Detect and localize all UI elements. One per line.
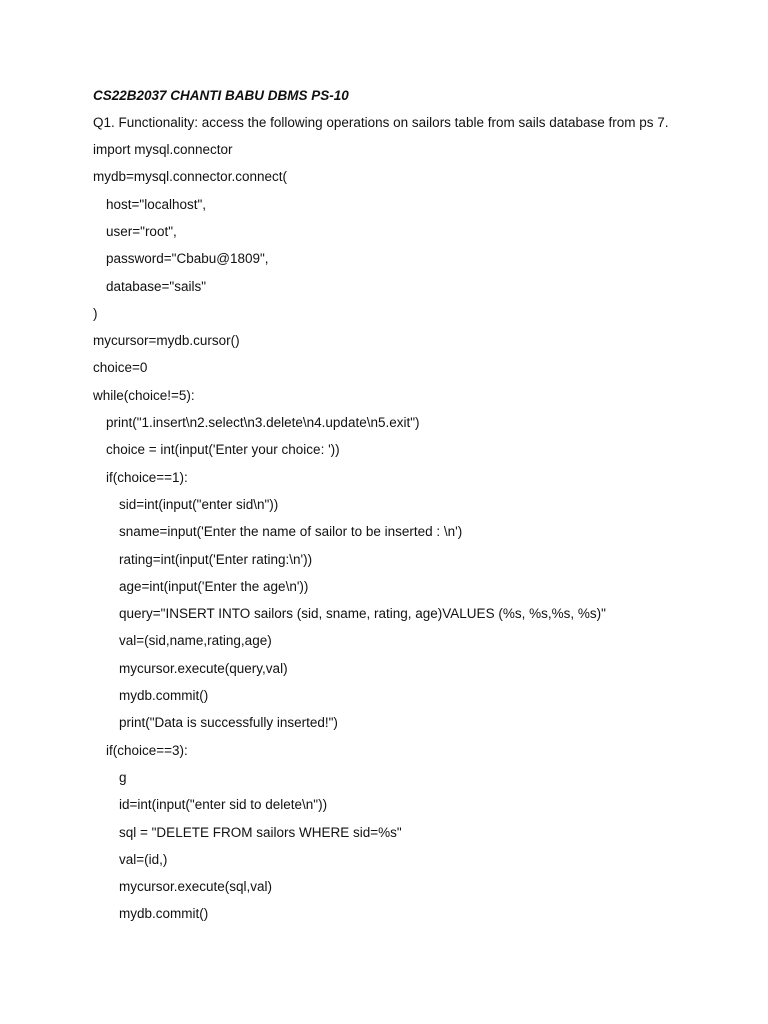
code-line: import mysql.connector	[93, 142, 233, 157]
code-line: sql = "DELETE FROM sailors WHERE sid=%s"	[119, 824, 402, 840]
code-line: print("Data is successfully inserted!")	[119, 715, 338, 731]
code-line: val=(sid,name,rating,age)	[119, 633, 272, 649]
code-line: mydb=mysql.connector.connect(	[93, 169, 287, 185]
code-line: rating=int(input('Enter rating:\n'))	[119, 551, 313, 567]
code-line: database="sails"	[106, 278, 207, 294]
code-line: host="localhost",	[106, 196, 207, 212]
code-line: choice = int(input('Enter your choice: '))	[106, 442, 340, 458]
code-line: password="Cbabu@1809",	[106, 251, 269, 267]
code-line: user="root",	[106, 223, 177, 239]
code-line: id=int(input("enter sid to delete\n"))	[119, 797, 328, 813]
code-line: mycursor.execute(sql,val)	[119, 879, 273, 895]
code-line: if(choice==1):	[106, 469, 188, 485]
code-line: sid=int(input("enter sid\n"))	[119, 496, 279, 512]
code-line: mycursor.execute(query,val)	[119, 660, 288, 676]
question-text: Q1. Functionality: access the following operations on sailors table from sails database from ps 7.	[93, 115, 669, 130]
code-line: g	[119, 769, 127, 785]
code-line: choice=0	[93, 360, 148, 376]
code-line: if(choice==3):	[106, 742, 188, 758]
code-line: )	[93, 305, 98, 321]
document-title: CS22B2037 CHANTI BABU DBMS PS-10	[93, 88, 349, 103]
code-line: age=int(input('Enter the age\n'))	[119, 578, 309, 594]
code-line: mycursor=mydb.cursor()	[93, 333, 240, 349]
code-line: print("1.insert\n2.select\n3.delete\n4.update\n5.exit")	[106, 415, 420, 430]
code-line: query="INSERT INTO sailors (sid, sname, rating, age)VALUES (%s, %s,%s, %s)"	[119, 606, 606, 622]
code-line: mydb.commit()	[119, 906, 209, 922]
code-line: mydb.commit()	[119, 688, 209, 703]
code-line: sname=input('Enter the name of sailor to be inserted : \n')	[119, 524, 463, 540]
code-line: while(choice!=5):	[93, 387, 195, 403]
code-line: val=(id,)	[119, 851, 168, 867]
